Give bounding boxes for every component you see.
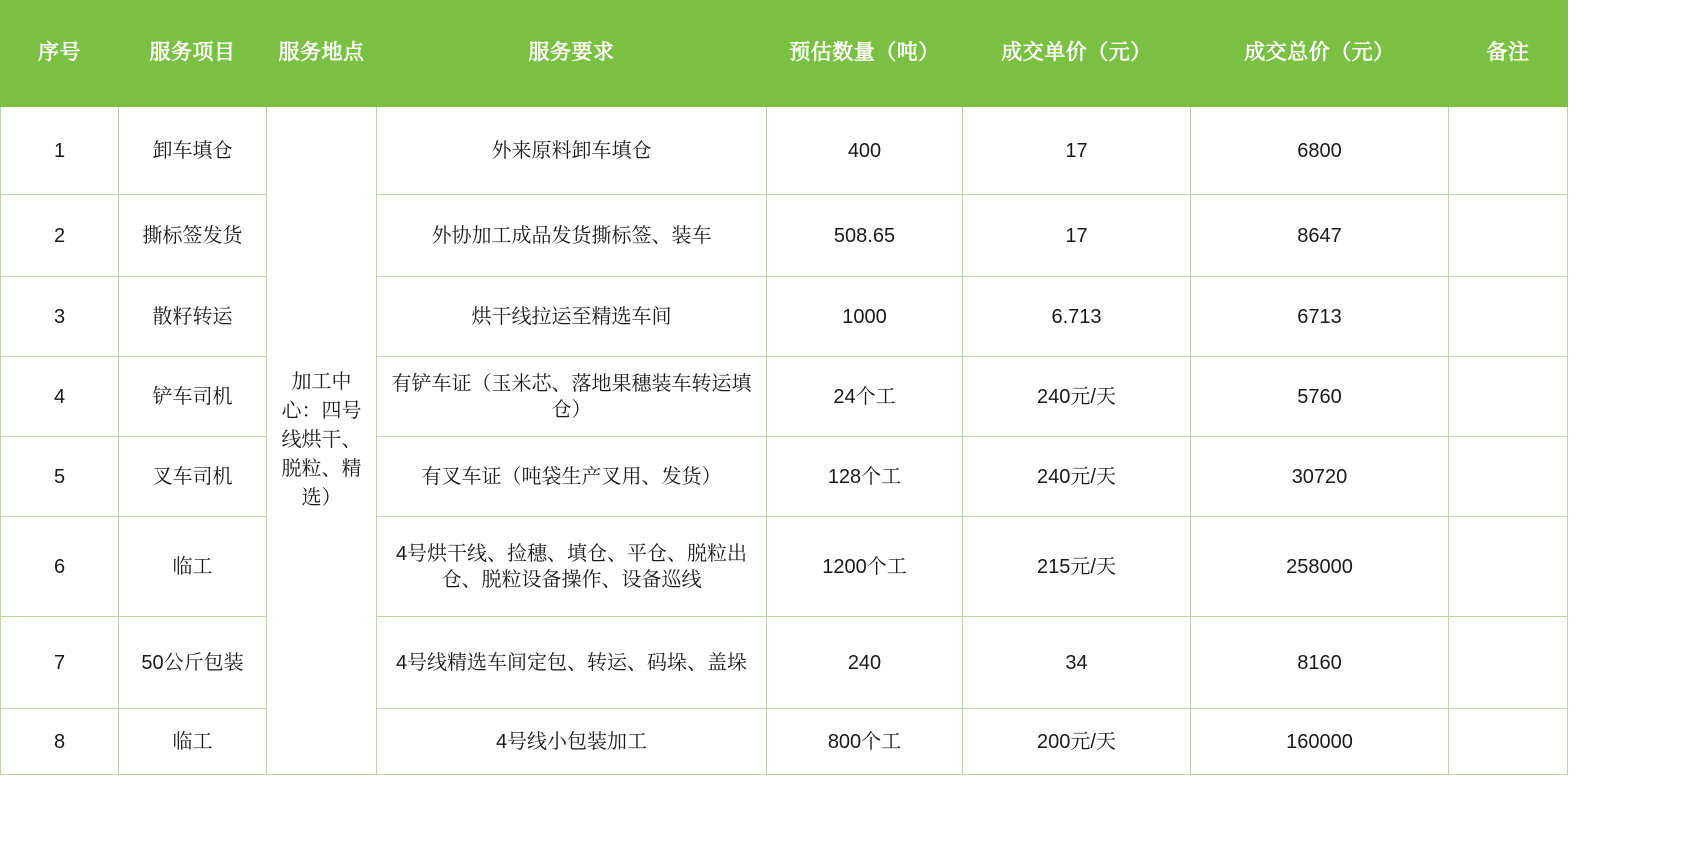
- cell-item: 临工: [119, 709, 267, 775]
- cell-requirement: 4号烘干线、捡穗、填仓、平仓、脱粒出仓、脱粒设备操作、设备巡线: [377, 517, 767, 617]
- cell-quantity: 24个工: [767, 357, 963, 437]
- cell-quantity: 1000: [767, 277, 963, 357]
- column-header-requirement: 服务要求: [377, 1, 767, 107]
- cell-item: 散籽转运: [119, 277, 267, 357]
- cell-remark: [1449, 617, 1568, 709]
- cell-total-price: 8160: [1191, 617, 1449, 709]
- table-row: [1, 107, 1568, 195]
- cell-remark: [1449, 357, 1568, 437]
- cell-requirement: 有铲车证（玉米芯、落地果穗装车转运填仓）: [377, 357, 767, 437]
- cell-item: 临工: [119, 517, 267, 617]
- table-row: [1, 437, 1568, 517]
- cell-quantity: 1200个工: [767, 517, 963, 617]
- cell-total-price: 5760: [1191, 357, 1449, 437]
- cell-unit-price: 240元/天: [963, 437, 1191, 517]
- cell-unit-price: 6.713: [963, 277, 1191, 357]
- table-row: [1, 709, 1568, 775]
- cell-seq: 6: [1, 517, 119, 617]
- cell-item: 撕标签发货: [119, 195, 267, 277]
- column-header-place: 服务地点: [267, 1, 377, 107]
- cell-requirement: 4号线小包装加工: [377, 709, 767, 775]
- table-header-row: [1, 1, 1568, 107]
- cell-seq: 1: [1, 107, 119, 195]
- cell-remark: [1449, 195, 1568, 277]
- table-body: [1, 107, 1568, 775]
- column-header-remark: 备注: [1449, 1, 1568, 107]
- cell-seq: 2: [1, 195, 119, 277]
- cell-item: 卸车填仓: [119, 107, 267, 195]
- cell-seq: 3: [1, 277, 119, 357]
- cell-seq: 7: [1, 617, 119, 709]
- cell-total-price: 6713: [1191, 277, 1449, 357]
- cell-seq: 5: [1, 437, 119, 517]
- cell-unit-price: 200元/天: [963, 709, 1191, 775]
- cell-requirement: 外来原料卸车填仓: [377, 107, 767, 195]
- cell-quantity: 240: [767, 617, 963, 709]
- table-row: [1, 195, 1568, 277]
- table-header: [1, 1, 1568, 107]
- table-row: [1, 357, 1568, 437]
- cell-quantity: 400: [767, 107, 963, 195]
- cell-remark: [1449, 107, 1568, 195]
- cell-quantity: 800个工: [767, 709, 963, 775]
- cell-requirement: 外协加工成品发货撕标签、装车: [377, 195, 767, 277]
- cell-seq: 4: [1, 357, 119, 437]
- column-header-quantity: 预估数量（吨）: [767, 1, 963, 107]
- cell-unit-price: 240元/天: [963, 357, 1191, 437]
- cell-quantity: 128个工: [767, 437, 963, 517]
- cell-item: 铲车司机: [119, 357, 267, 437]
- cell-requirement: 烘干线拉运至精选车间: [377, 277, 767, 357]
- cell-requirement: 有叉车证（吨袋生产叉用、发货）: [377, 437, 767, 517]
- cell-total-price: 6800: [1191, 107, 1449, 195]
- cell-item: 叉车司机: [119, 437, 267, 517]
- column-header-total-price: 成交总价（元）: [1191, 1, 1449, 107]
- cell-remark: [1449, 437, 1568, 517]
- cell-unit-price: 215元/天: [963, 517, 1191, 617]
- cell-remark: [1449, 709, 1568, 775]
- cell-total-price: 8647: [1191, 195, 1449, 277]
- table-row: [1, 277, 1568, 357]
- cell-requirement: 4号线精选车间定包、转运、码垛、盖垛: [377, 617, 767, 709]
- cell-total-price: 160000: [1191, 709, 1449, 775]
- column-header-item: 服务项目: [119, 1, 267, 107]
- cell-item: 50公斤包装: [119, 617, 267, 709]
- column-header-unit-price: 成交单价（元）: [963, 1, 1191, 107]
- table-row: [1, 617, 1568, 709]
- cell-total-price: 30720: [1191, 437, 1449, 517]
- cell-remark: [1449, 277, 1568, 357]
- table-row: [1, 517, 1568, 617]
- cell-unit-price: 17: [963, 195, 1191, 277]
- cell-unit-price: 17: [963, 107, 1191, 195]
- cell-remark: [1449, 517, 1568, 617]
- cell-seq: 8: [1, 709, 119, 775]
- column-header-seq: 序号: [1, 1, 119, 107]
- cell-unit-price: 34: [963, 617, 1191, 709]
- cell-quantity: 508.65: [767, 195, 963, 277]
- cell-service-place: 加工中心：四号线烘干、脱粒、精选）: [267, 107, 377, 775]
- cell-total-price: 258000: [1191, 517, 1449, 617]
